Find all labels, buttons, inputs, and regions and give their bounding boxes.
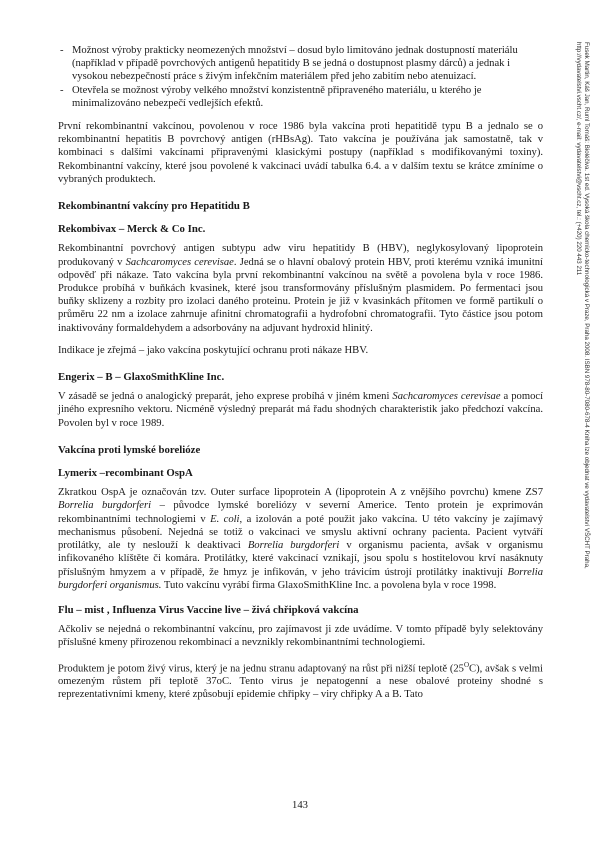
text-span: Rekombinantní povrchový antigen subtypu adw viru hepatitidy B (HBV), neglykosylovaný lipoprotein produkovaný v	[58, 243, 543, 268]
species-name: Borrelia burgdorferi	[58, 500, 152, 512]
list-item: - Možnost výroby prakticky neomezených množství – dosud bylo limitováno jednak dostupností materiálu (například v případě povrchových antigenů hepatitidy B se jedná o dostupnost plasmy dárců) a jednak i vysokou nebezpečností práce s živým infekčním materiálem před jeho zabitím nebo atenuizací.	[60, 44, 543, 84]
page-number: 143	[292, 800, 308, 811]
subheading-engerix: Engerix – B – GlaxoSmithKline Inc.	[58, 371, 225, 384]
engerix-paragraph	[58, 390, 543, 430]
list-item: - Otevřela se možnost výroby velkého množství konzistentně připraveného materiálu, u kterého je minimalizováno nebezpečí vedlejších efektů.	[60, 84, 543, 110]
flu-paragraph-1: Ačkoliv se nejedná o rekombinantní vakcínu, pro zajímavost ji zde uvádíme. V tomto případě byly selektovány příslušné kmeny přirozenou rekombinací a nevznikly rekombinantními technologiemi.	[58, 624, 543, 649]
subheading-flu: Flu – mist , Influenza Virus Vaccine live – živá chřipková vakcína	[58, 603, 359, 616]
species-name: Sachcaromyces cerevisae	[125, 256, 234, 268]
recombivax-indication: Indikace je zřejmá – jako vakcína poskytující ochranu proti nákaze HBV.	[58, 344, 369, 356]
side-citation	[552, 42, 590, 602]
text-span: , a izolován a poté použit jako vakcína. U této vakcíny je zajímavý mechanismus působení. Nejedná se totiž o vakcinaci ve smyslu aktivní ochrany pacienta. Pacient vytváří protilátky, ale ty neslouží k deaktivaci	[58, 513, 544, 552]
species-name: E. coli	[210, 513, 240, 525]
text-span: v organismu pacienta, avšak v organismu infikovaného klíštěte či komára. Protilátky, které vakcinací vznikají, jsou spolu s hostitelovou krví nasáknuty příslušným hmyzem a v případě, že hmyz je infikován, v jeho trávicím ústrojí protilátky inaktivují	[58, 540, 544, 578]
superscript: O	[463, 660, 470, 669]
text-span: . Jedná se o hlavní obalový protein HBV, proti kterému vzniká imunitní odpověď při nákaze. Tato vakcína byla první rekombinantní vakcínou na světě a povolena byla v roce 1986. Produkce probíhá v buňkách kvasinek, které jsou transformovány příslušným plasmidem. Po fermentaci jsou buňky sklizeny a rozbity pro izolaci daného proteinu. Protein je již v kvasinkách přítomen ve formě partikulí o průměru 22 nm a izolace zahrnuje afinitní chromatografii a hydrofobní chromatografii. Tyto částice jsou potom inaktivovány formaldehydem a adsorbovány na adjuvant hydroxid hlinitý.	[58, 256, 544, 334]
text-span: Tuto vakcínu vyrábí firma GlaxoSmithKline Inc. a povolena byla v roce 1998.	[161, 579, 497, 591]
document-body	[58, 44, 543, 711]
intro-paragraph: První rekombinantní vakcínou, povolenou v roce 1986 byla vakcína proti hepatitidě typu B a jednalo se o rekombinantní hepatitis B povrchový antigen (rHBsAg). Tato vakcína je používána jak samostatně, tak v kombinaci s dalšími vakcínami připravenými klasickými postupy (například s modifikovanými toxiny). Rekombinantní vakcíny, které jsou povolené k vakcinaci uvádí tabulka 6.4. a v dalším textu se krátce zmíníme o vybraných produktech.	[58, 121, 543, 185]
text-span: C), avšak s velmi omezeným růstem při teplotě 37oC. Tento virus je nepatogenní a nese obalové proteiny shodné s reprezentativními kmeny, které způsobují epidemie chřipky – viry chřipky A a B. Tato	[58, 663, 543, 701]
section-heading-lyme: Vakcína proti lymské borelióze	[58, 443, 201, 456]
flu-paragraph-2	[58, 659, 543, 702]
species-name: Borrelia burgdorferi	[247, 540, 340, 552]
subheading-recombivax: Rekombivax – Merck & Co Inc.	[58, 223, 206, 236]
text-span: V zásadě se jedná o analogický preparát, jeho exprese probíhá v jiném kmeni	[58, 391, 393, 403]
species-name: Sachcaromyces cerevisae	[392, 391, 501, 403]
text-span: Produktem je potom živý virus, který je na jednu stranu adaptovaný na růst při nižší teplotě (25	[58, 663, 464, 675]
text-span: Zkratkou OspA je označován tzv. Outer surface lipoprotein A (lipoprotein A z vnějšího povrchu) kmene ZS7	[58, 487, 543, 499]
bullet-list	[58, 44, 543, 110]
text-span: a pomocí jiného expresního vektoru. Nicméně výsledný preparát má řadu shodných charakteristik jako předchozí vakcína. Povolen byl v roce 1989.	[58, 391, 544, 429]
lymerix-paragraph	[58, 486, 543, 592]
section-heading-hepatitis: Rekombinantní vakcíny pro Hepatitidu B	[58, 200, 250, 213]
subheading-lymerix: Lymerix –recombinant OspA	[58, 467, 193, 480]
species-name: Borrelia burgdorferi organismus.	[58, 566, 543, 591]
recombivax-paragraph	[58, 242, 543, 334]
text-span: – původce lymské boreliózy v severní Americe. Tento protein je exprimován rekombinantními technologiemi v	[58, 500, 543, 525]
citation-text: Fusek Martin, Káš Jan, Ruml Tomáš: Bioléčiva. 1st ed. Vysoká škola chemicko-technologická v Praze, Praha 2008. ISBN 978-80-7080-678-4 Kniha lze objednat ve vydavatelství VŠCHT Praha, http://vydavatelstvi.vscht.cz/, e-mail: vydavatelstvi@vscht.cz, tel.: (+420) 220 443 211	[575, 42, 590, 569]
